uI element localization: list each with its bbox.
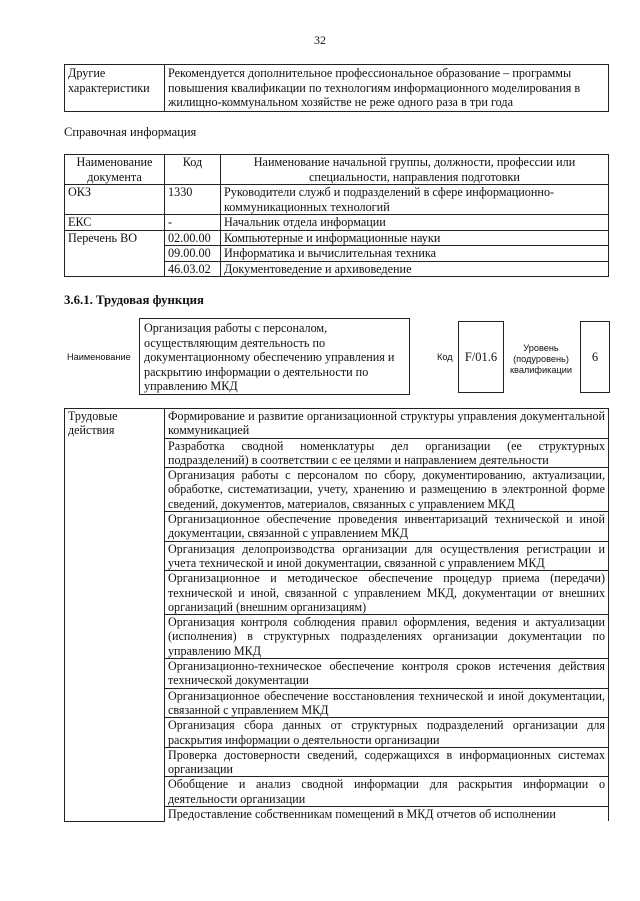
- labor-action-item: Разработка сводной номенклатуры дел организации (ее структурных подразделений) в соответствии с ее целями и направлением деятельности: [165, 438, 609, 468]
- ref-name: Руководители служб и подразделений в сфере информационно-коммуникационных технологий: [221, 185, 609, 215]
- function-name: Организация работы с персоналом, осуществляющим деятельность по документационному обеспечению управления и раскрытию информации о деятельности по управлению МКД: [139, 318, 410, 395]
- labor-action-item: Обобщение и анализ сводной информации для раскрытия информации о деятельности организации: [165, 777, 609, 807]
- labor-action-item: Организационное обеспечение проведения инвентаризаций технической и иной документации, связанной с управлением МКД: [165, 512, 609, 542]
- ref-code: 1330: [165, 185, 221, 215]
- ref-code: 46.03.02: [165, 261, 221, 277]
- header-document: Наименование документа: [65, 155, 165, 185]
- reference-title: Справочная информация: [64, 125, 197, 139]
- header-code: Код: [165, 155, 221, 185]
- other-characteristics-label: Другие характеристики: [65, 65, 165, 112]
- header-name: Наименование начальной группы, должности, профессии или специальности, направления подготовки: [221, 155, 609, 185]
- labor-action-item: Предоставление собственникам помещений в МКД отчетов об исполнении: [165, 807, 609, 822]
- ref-name: Компьютерные и информационные науки: [221, 230, 609, 246]
- function-name-label: Наименование: [67, 352, 131, 362]
- labor-action-item: Организационное обеспечение восстановления технической и иной документации, связанной с управлением МКД: [165, 688, 609, 718]
- labor-action-item: Формирование и развитие организационной структуры управления документальной коммуникацией: [165, 409, 609, 439]
- ref-doc: ЕКС: [65, 215, 165, 231]
- ref-code: -: [165, 215, 221, 231]
- table-row: [65, 185, 609, 215]
- ref-code: 02.00.00: [165, 230, 221, 246]
- ref-code: 09.00.00: [165, 246, 221, 262]
- labor-action-item: Организация делопроизводства организации для осуществления регистрации и учета технической и иной документации, связанной с управлением МКД: [165, 541, 609, 571]
- labor-action-item: Организация сбора данных от структурных подразделений организации для раскрытия информации о деятельности организации: [165, 718, 609, 748]
- ref-name: Начальник отдела информации: [221, 215, 609, 231]
- qualification-level: 6: [580, 321, 610, 393]
- labor-action-item: Организация работы с персоналом по сбору, документированию, актуализации, обработке, систематизации, учету, хранению и размещению в электронной форме сведений, документов, материалов, связанных с управлением МКД: [165, 468, 609, 512]
- reference-table: [64, 154, 609, 277]
- labor-action-item: Организация контроля соблюдения правил оформления, ведения и актуализации (исполнения) в структурных подразделениях организации документации по управлению МКД: [165, 615, 609, 659]
- labor-actions-label: Трудовые действия: [65, 409, 165, 822]
- function-code: F/01.6: [458, 321, 504, 393]
- other-characteristics-table: [64, 64, 609, 112]
- other-characteristics-text: Рекомендуется дополнительное профессиональное образование – программы повышения квалификации по технологиям информационного моделирования в жилищно-коммунальном хозяйстве не реже одного раза в три года: [165, 65, 609, 112]
- function-code-label: Код: [437, 352, 453, 362]
- labor-action-item: Организационно-техническое обеспечение контроля сроков истечения действия технической документации: [165, 659, 609, 689]
- ref-name: Документоведение и архивоведение: [221, 261, 609, 277]
- table-row: [65, 230, 609, 246]
- ref-name: Информатика и вычислительная техника: [221, 246, 609, 262]
- page-number: 32: [314, 33, 326, 47]
- table-row: [65, 215, 609, 231]
- labor-action-item: Проверка достоверности сведений, содержащихся в информационных системах организации: [165, 747, 609, 777]
- ref-doc: ОКЗ: [65, 185, 165, 215]
- labor-actions-table: [64, 408, 609, 822]
- section-title: 3.6.1. Трудовая функция: [64, 293, 204, 307]
- ref-doc: Перечень ВО: [65, 230, 165, 277]
- labor-action-item: Организационное и методическое обеспечение процедур приема (передачи) технической и иной, связанной с управлением МКД, документации от внешних организаций (внешним организациям): [165, 571, 609, 615]
- qualification-level-label: Уровень (подуровень) квалификации: [510, 343, 572, 375]
